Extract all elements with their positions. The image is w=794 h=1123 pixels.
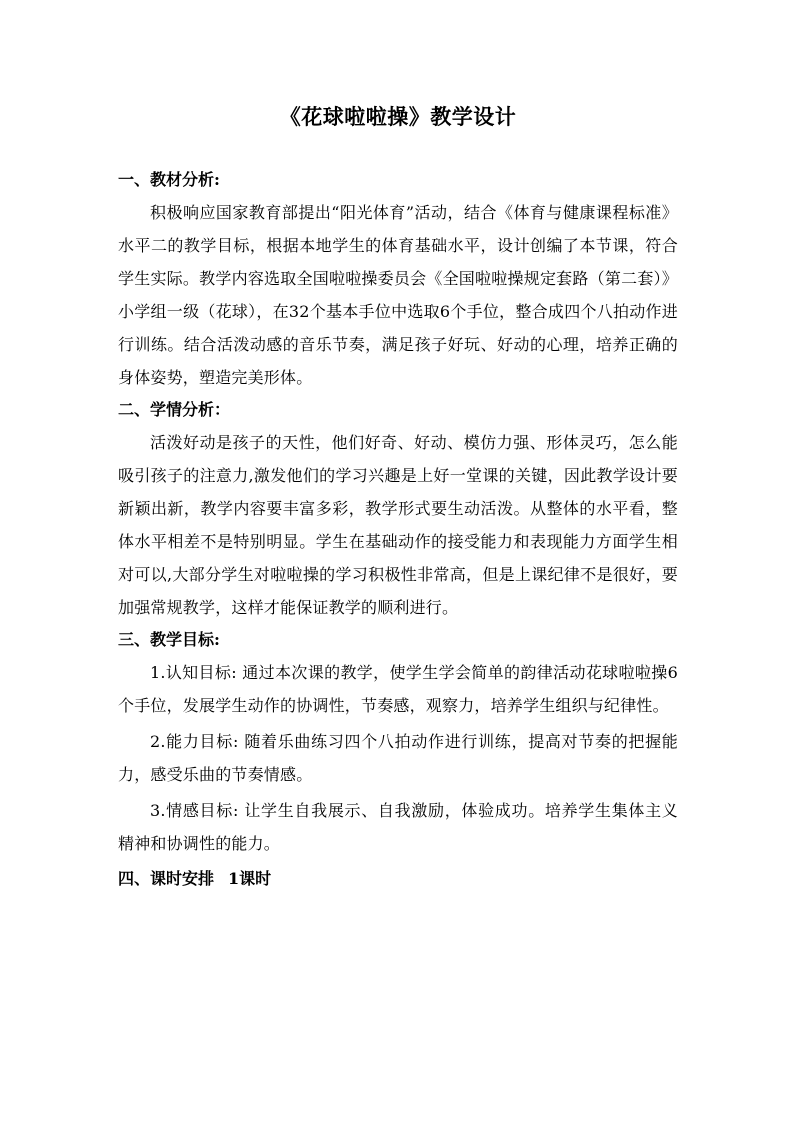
- schedule-value: 1课时: [228, 869, 272, 888]
- objective-cognitive: 1.认知目标: 通过本次课的教学，使学生学会简单的韵律活动花球啦啦操6个手位，发展学生动作的协调性，节奏感，观察力，培养学生组织与纪律性。: [118, 663, 678, 715]
- section-heading-schedule: 四、课时安排: [118, 869, 215, 888]
- section-material-analysis: [118, 164, 678, 394]
- section-schedule: [118, 863, 678, 895]
- objective-ability: 2.能力目标: 随着乐曲练习四个八拍动作进行训练，提高对节奏的把握能力，感受乐曲的节奏情感。: [118, 732, 678, 784]
- section-student-analysis: [118, 394, 678, 624]
- section-teaching-objectives: [118, 624, 678, 860]
- section-text-material: 积极响应国家教育部提出“阳光体育”活动，结合《体育与健康课程标准》水平二的教学目标，根据本地学生的体育基础水平，设计创编了本节课，符合学生实际。教学内容选取全国啦啦操委员会《全国啦啦操规定套路（第二套）》小学组一级（花球），在32个基本手位中选取6个手位，整合成四个八拍动作进行训练。结合活泼动感的音乐节奏，满足孩子好玩、好动的心理，培养正确的身体姿势，塑造完美形体。: [118, 203, 678, 387]
- document-title: 《花球啦啦操》教学设计: [279, 104, 517, 129]
- section-text-students: 活泼好动是孩子的天性，他们好奇、好动、模仿力强、形体灵巧，怎么能吸引孩子的注意力,激发他们的学习兴趣是上好一堂课的关键，因此教学设计要新颖出新，教学内容要丰富多彩，教学形式要生动活泼。从整体的水平看，整体水平相差不是特别明显。学生在基础动作的接受能力和表现能力方面学生相对可以,大部分学生对啦啦操的学习积极性非常高，但是上课纪律不是很好，要加强常规教学，这样才能保证教学的顺利进行。: [118, 433, 678, 617]
- document-body: [118, 164, 678, 895]
- section-heading-students: 二、学情分析：: [118, 400, 231, 419]
- objective-emotional: 3.情感目标: 让学生自我展示、自我激励，体验成功。培养学生集体主义精神和协调性的能力。: [118, 801, 678, 853]
- schedule-line: [118, 863, 678, 895]
- section-heading-objectives: 三、教学目标:: [118, 630, 220, 649]
- section-heading-material: 一、教材分析:: [118, 170, 220, 189]
